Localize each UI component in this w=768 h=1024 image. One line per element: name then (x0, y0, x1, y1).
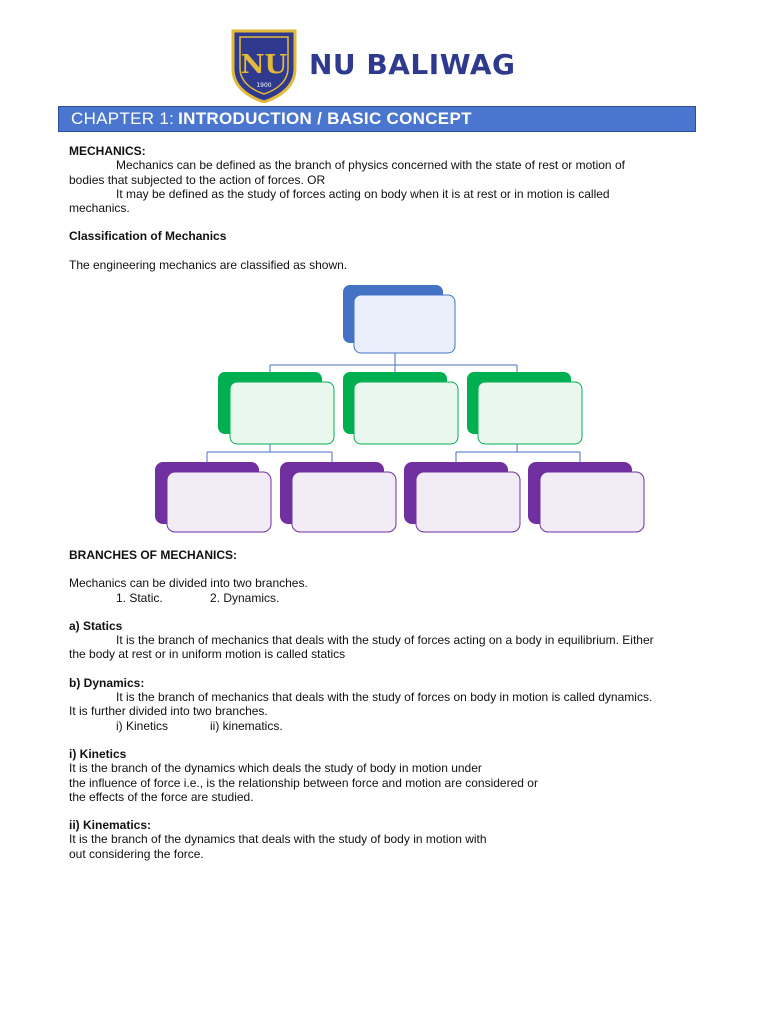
statics-line1: It is the branch of mechanics that deals with the study of forces acting on a body in equilibrium. Either (116, 633, 654, 648)
seal-year: 1900 (256, 82, 272, 89)
university-seal-icon (229, 25, 299, 103)
mechanics-heading: MECHANICS: (69, 144, 146, 158)
mechanics-def2-line2: mechanics. (69, 201, 130, 216)
mechanics-def1-line2: bodies that subjected to the action of forces. OR (69, 172, 326, 187)
kinetics-line1: It is the branch of the dynamics which deals the study of body in motion under (69, 761, 482, 776)
tree-node-level3-4 (528, 462, 644, 532)
tree-node-root (343, 285, 455, 353)
classification-heading: Classification of Mechanics (69, 229, 227, 244)
statics-line2: the body at rest or in uniform motion is called statics (69, 647, 346, 662)
intro-section (69, 144, 709, 272)
classification-tree (150, 280, 650, 536)
brand-name: NU BALIWAG (309, 47, 516, 81)
tree-node-level3-2 (280, 462, 396, 532)
mechanics-def1-line1: Mechanics can be defined as the branch of physics concerned with the state of rest or motion of (116, 158, 625, 173)
statics-heading: a) Statics (69, 618, 123, 633)
dynamics-item-kinematics: ii) kinematics. (210, 718, 283, 733)
chapter-prefix: CHAPTER 1: (71, 109, 175, 128)
kinematics-line2: out considering the force. (69, 846, 204, 861)
dynamics-line2: It is further divided into two branches. (69, 704, 268, 719)
kinematics-heading: ii) Kinematics: (69, 818, 152, 833)
tree-node-level2-left (218, 372, 334, 444)
mechanics-def2-line1: It may be defined as the study of forces acting on body when it is at rest or in motion is called (116, 186, 610, 201)
dynamics-line1: It is the branch of mechanics that deals with the study of forces on body in motion is called dynamics. (116, 690, 653, 705)
chapter-title-bar (58, 106, 696, 132)
tree-node-level3-1 (155, 462, 271, 532)
dynamics-list (69, 719, 709, 733)
branches-intro: Mechanics can be divided into two branches. (69, 576, 308, 591)
branches-section (69, 548, 709, 861)
tree-node-level2-right (467, 372, 582, 444)
seal-letters: NU (240, 50, 288, 80)
branch-item-static: 1. Static. (116, 590, 163, 605)
kinetics-line2: the influence of force i.e., is the relationship between force and motion are considered or (69, 775, 538, 790)
branches-heading: BRANCHES OF MECHANICS: (69, 548, 237, 562)
kinetics-heading: i) Kinetics (69, 746, 127, 761)
dynamics-heading: b) Dynamics: (69, 675, 145, 690)
tree-node-level2-center (343, 372, 458, 444)
kinematics-line1: It is the branch of the dynamics that deals with the study of body in motion with (69, 832, 487, 847)
logo (229, 24, 515, 104)
classification-intro: The engineering mechanics are classified as shown. (69, 257, 348, 272)
chapter-title: INTRODUCTION / BASIC CONCEPT (178, 109, 472, 128)
branch-item-dynamics: 2. Dynamics. (210, 590, 280, 605)
branches-list (69, 591, 709, 605)
tree-node-level3-3 (404, 462, 520, 532)
kinetics-line3: the effects of the force are studied. (69, 789, 254, 804)
dynamics-item-kinetics: i) Kinetics (116, 718, 169, 733)
classification-diagram (150, 280, 650, 536)
